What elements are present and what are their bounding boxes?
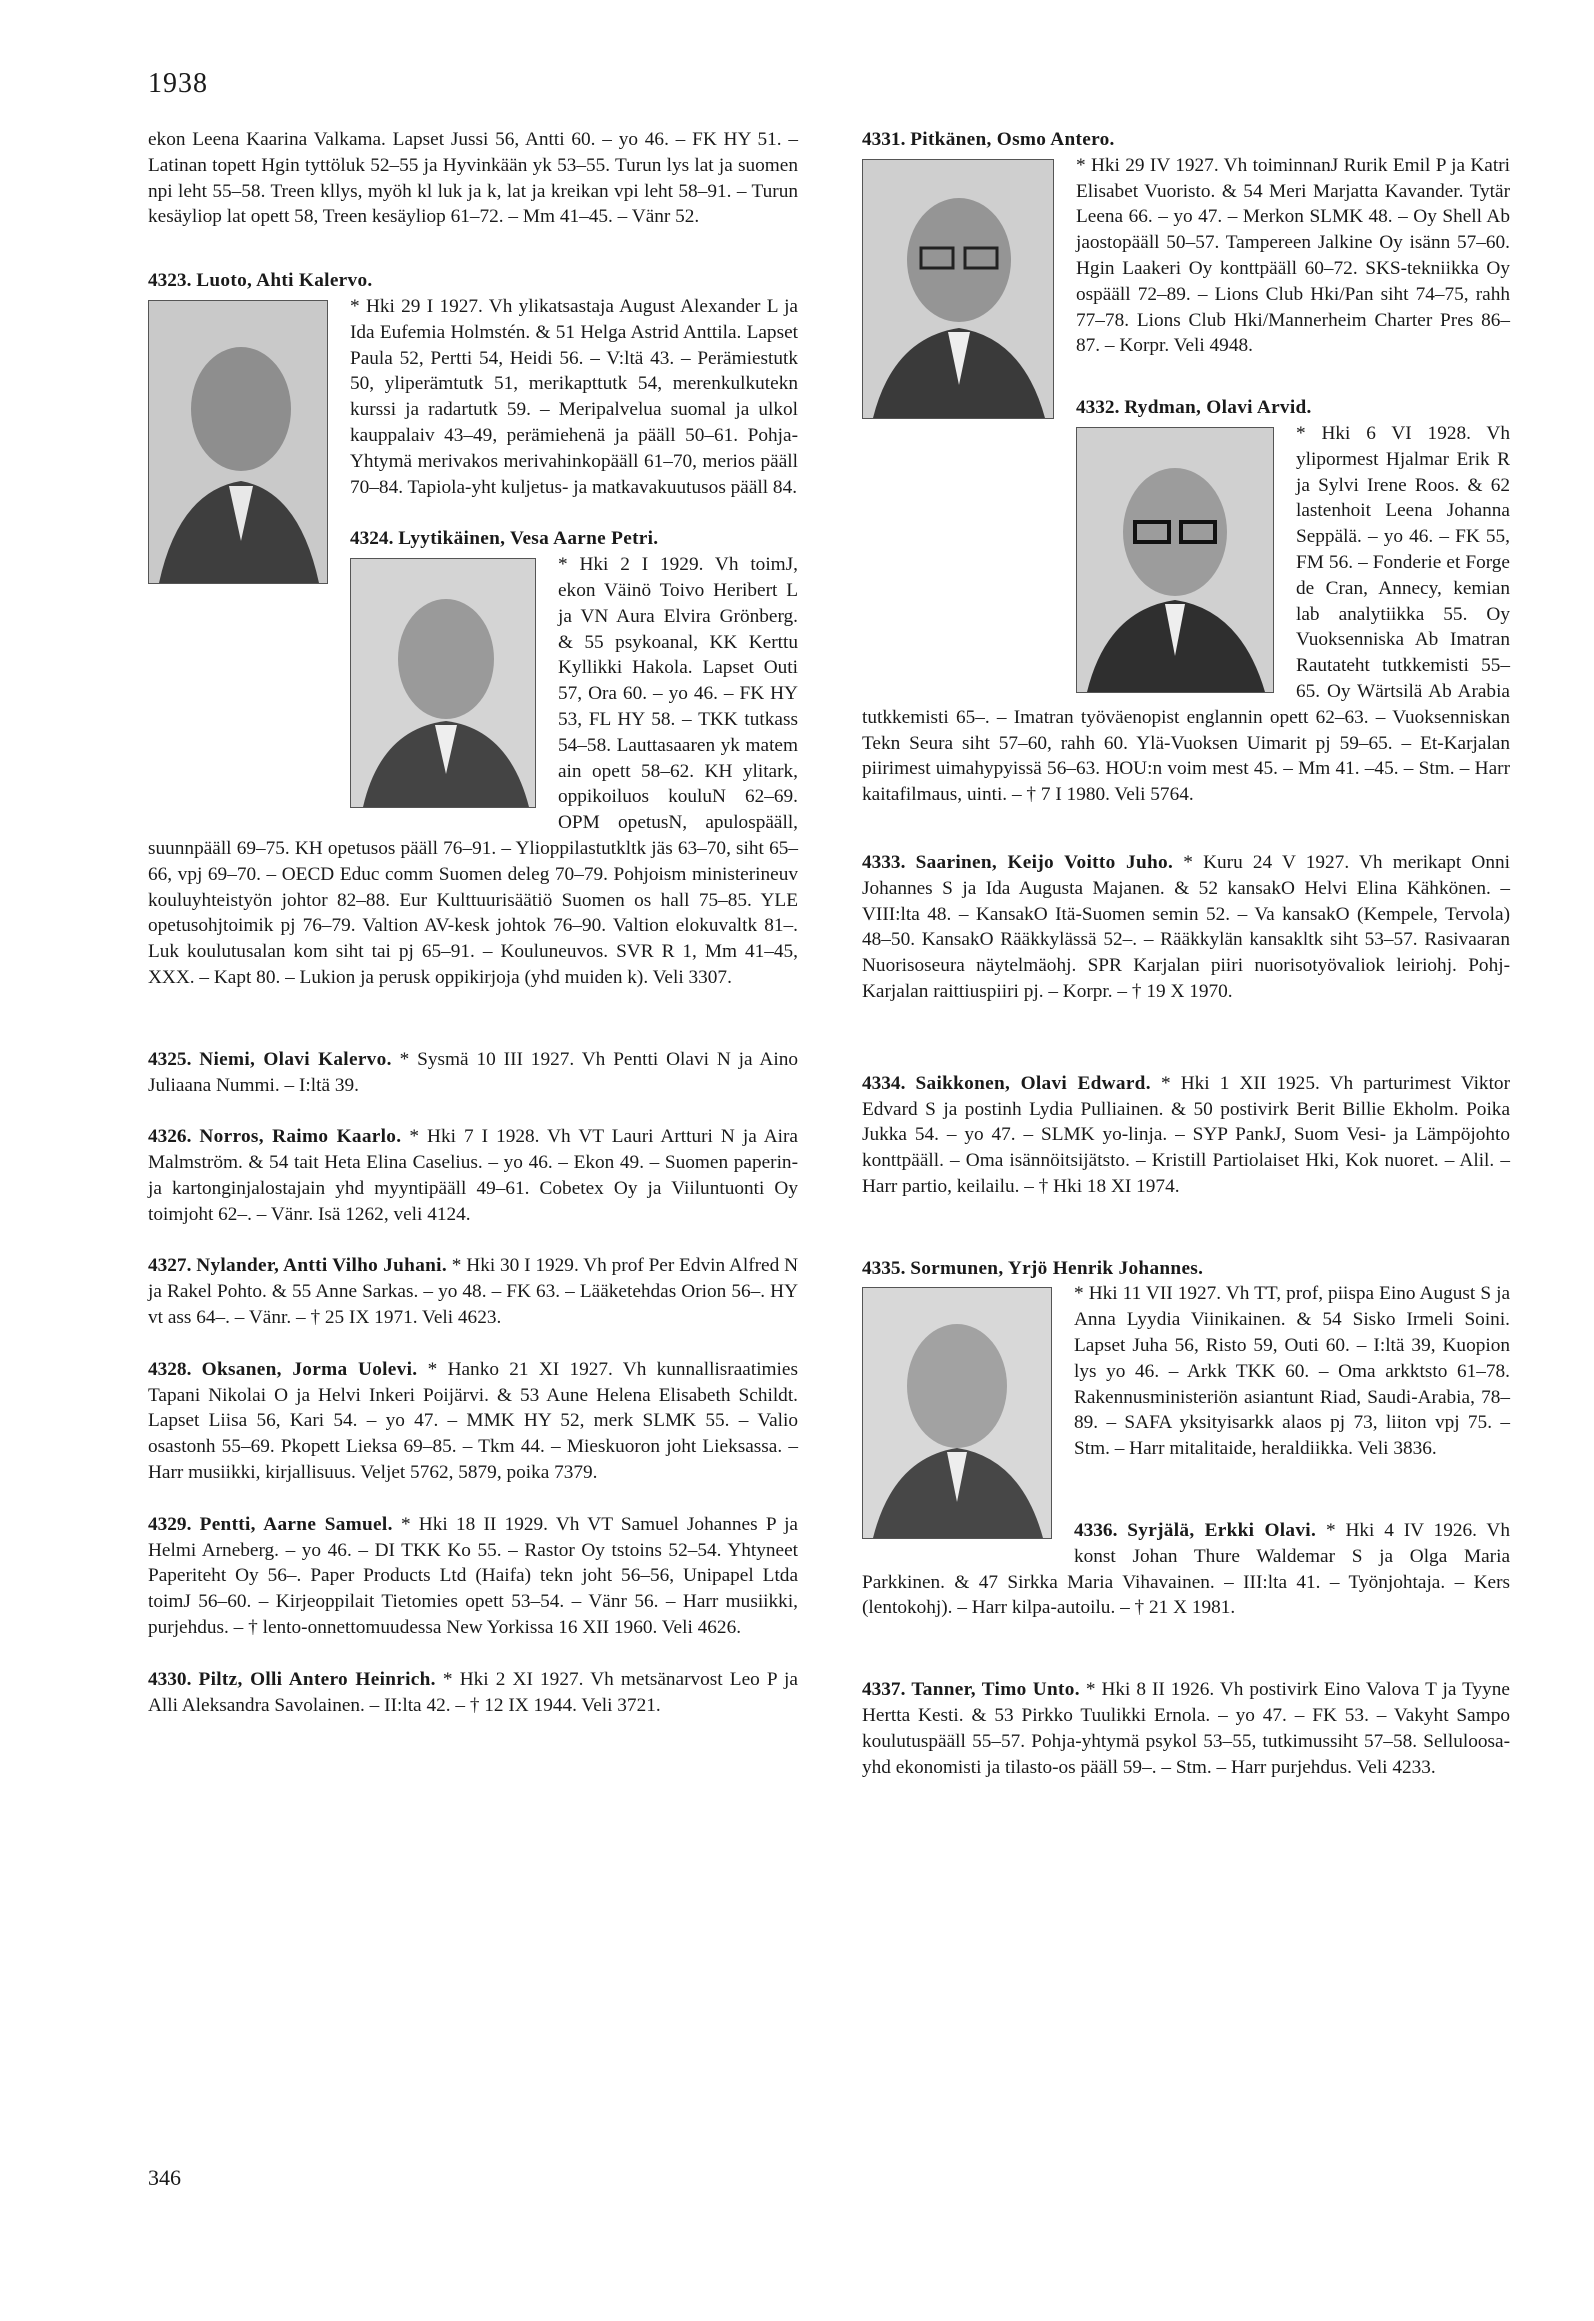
entry-name: Niemi, Olavi Kalervo. [199, 1048, 392, 1070]
entry-text: * Hki 11 VII 1927. Vh TT, prof, piispa Eino August S ja Anna Lyydia Viinikainen. & 54 Sisko Irmeli Soini. Lapset Juha 56, Risto 59, Outi 60. – I:ltä 39, Kuopion lys yo 46. – Arkk TKK 60. – Oma arkktsto 61–78. Rakennusministeriön asiantunt Riad, Saudi-Arabia, 78–89. – SAFA yksityisarkk alaos pj 73, liiton vpj 75. – Stm. – Harr mitalitaide, heraldiikka. Veli 3836. [1074, 1283, 1510, 1460]
entry-4324 [148, 526, 798, 990]
portrait-image [149, 301, 327, 583]
entry-4323 [148, 268, 798, 500]
left-column [148, 127, 798, 1718]
portrait-photo [148, 300, 328, 584]
entry-text: * Hki 2 XI 1927. Vh metsänarvost Leo P ja Alli Aleksandra Savolainen. – II:lta 42. – † 12 IX 1944. Veli 3721. [148, 1668, 798, 1716]
entry-4326 [148, 1124, 798, 1227]
entry-number: 4326. [148, 1126, 192, 1148]
entry-number: 4332. [1076, 397, 1120, 419]
entry-number: 4337. [862, 1679, 906, 1701]
portrait-image [863, 1288, 1051, 1538]
entry-name: Lyytikäinen, Vesa Aarne Petri. [398, 528, 659, 550]
entry-4327 [148, 1253, 798, 1330]
entry-text: * Hki 7 I 1928. Vh VT Lauri Artturi N ja Aira Malmström. & 54 tait Heta Elina Caselius. – yo 46. – Ekon 49. – Suomen paperin- ja kartonginjalostajain yhd myyntipääll 49–61. Cobetex Oy ja Viiluntuonti Oy toimjoht 62–. – Vänr. Isä 1262, veli 4124. [148, 1126, 798, 1225]
entry-name: Syrjälä, Erkki Olavi. [1127, 1520, 1317, 1542]
portrait-photo [862, 159, 1054, 419]
entry-text: * Hki 2 I 1929. Vh toimJ, ekon Väinö Toivo Heribert L ja VN Aura Elvira Grönberg. & 55 psykoanal, KK Kerttu Kyllikki Hakola. Lapset Outi 57, Ora 60. – yo 46. – FK HY 53, FL HY 58. – TKK tutkass 54–58. Lauttasaaren yk matem ain opett 58–62. KH ylitark, oppikoiluos kouluN 62–69. OPM opetusN, apulospääll, suunnpääll 69–75. KH opetusos pääll 76–91. – Ylioppilastutkltk jäs 63–70, siht 65–66, vpj 69–70. – OECD Educ comm Suomen deleg 70–79. Pohjoism ministerineuv kouluyhteistyön johtor 82–88. Eur Kulttuurisäätiö Suomen os hall 75–85. YLE opetusohjtoimik pj 76–79. Valtion AV-kesk johtok 76–90. Valtion elokuvaltk 81–. Luk koulutusalan kom siht tai pj 65–91. – Kouluneuvos. SVR R 1, Mm 41–45, XXX. – Kapt 80. – Lukion ja perusk oppikirjoja (yhd muiden k). Veli 3307. [148, 554, 798, 988]
entry-name: Pitkänen, Osmo Antero. [910, 129, 1115, 150]
entry-text: * Sysmä 10 III 1927. Vh Pentti Olavi N ja Aino Juliaana Nummi. – I:ltä 39. [148, 1048, 798, 1096]
entry-text: * Hki 29 I 1927. Vh ylikatsastaja August Alexander L ja Ida Eufemia Holmstén. & 51 Helga Astrid Anttila. Lapset Paula 52, Pertti 54, Heidi 56. – V:ltä 43. – Perämiestutk 50, yliperämtutk 51, merikapttutk 54, merenkulkutekn kurssi ja radartutk 59. – Meripalvelua suomal ja ulkol kauppalaiv 43–49, perämiehenä ja pääll 50–61. Pohja-Yhtymä merivakos merivahinkopääll 61–70, merios pääll 70–84. Tapiola-yht kuljetus- ja matkavakuutusos pääll 84. [350, 295, 798, 498]
entry-name: Piltz, Olli Antero Heinrich. [198, 1668, 436, 1690]
portrait-image [351, 559, 535, 807]
entry-text: * Hki 29 IV 1927. Vh toiminnanJ Rurik Emil P ja Katri Elisabet Vuoristo. & 54 Meri Marjatta Kavander. Tytär Leena 66. – yo 47. – Merkon SLMK 48. – Oy Shell Ab jaostopääll 50–57. Tampereen Jalkine Oy isänn 57–60. Hgin Laakeri Oy konttpääll 60–72. SKS-tekniikka Oy ospääll 72–89. – Lions Club Hki/Pan siht 74–75, rahh 77–78. Lions Club Hki/Mannerheim Charter Pres 86–87. – Korpr. Veli 4948. [1076, 154, 1510, 357]
entry-name: Nylander, Antti Vilho Juhani. [196, 1255, 447, 1277]
entry-4332 [862, 395, 1510, 808]
entry-name: Sormunen, Yrjö Henrik Johannes. [910, 1257, 1204, 1279]
entry-number: 4325. [148, 1048, 192, 1070]
portrait-image [1077, 428, 1273, 692]
portrait-photo [1076, 427, 1274, 693]
entry-number: 4336. [1074, 1520, 1118, 1542]
entry-4330 [148, 1667, 798, 1719]
entry-text: * Hki 4 IV 1926. Vh konst Johan Thure Waldemar S ja Olga Maria Parkkinen. & 47 Sirkka Maria Vihavainen. – III:lta 41. – Työnjohtaja. – Kers (lentokohj). – Harr kilpa-autoilu. – † 21 X 1981. [862, 1520, 1511, 1619]
page-number: 346 [148, 2165, 181, 2190]
entry-4331 [862, 127, 1510, 359]
entry-name: Pentti, Aarne Samuel. [199, 1513, 393, 1535]
entry-number: 4327. [148, 1255, 192, 1277]
entry-name: Saarinen, Keijo Voitto Juho. [915, 851, 1174, 873]
entry-text: * Hki 8 II 1926. Vh postivirk Eino Valova T ja Tyyne Hertta Kesti. & 53 Pirkko Tuulikki Ernola. – yo 47. – FK 53. – Vakyht Sampo koulutuspääll 55–57. Pohja-yhtymä psykol 53–55, tutkimussiht 57–58. Selluloosa-yhd ekonomisti ja tilasto-os pääll 59–. – Stm. – Harr purjehdus. Veli 4233. [862, 1679, 1510, 1778]
entry-4334 [862, 1071, 1510, 1200]
entry-number: 4329. [148, 1513, 192, 1535]
entry-text: * Hki 18 II 1929. Vh VT Samuel Johannes P ja Helmi Arneberg. – yo 46. – DI TKK Ko 55. – Rastor Oy tstoins 52–54. Yhtyneet Paperiteht Oy 56–. Paper Products Ltd (Haifa) tekn joht 56–56, Unipapel Ltda toimJ 56–60. – Kirjeoppilait Tietomies opett 53–54. – Vänr 56. – Harr musiikki, purjehdus. – † lento-onnettomuudessa New Yorkissa 16 XII 1960. Veli 4626. [148, 1513, 798, 1639]
continued-entry-text: ekon Leena Kaarina Valkama. Lapset Jussi 56, Antti 60. – yo 46. – FK HY 51. – Latinan topett Hgin tyttöluk 52–55 ja Hyvinkään yk 53–55. Turun lys lat ja suomen npi leht 55–58. Treen kllys, myöh kl luk ja k, lat ja kreikan vpi leht 58–91. – Turun kesäyliop lat opett 58, Treen kesäyliop 61–72. – Mm 41–45. – Vänr 52. [148, 129, 798, 228]
entry-4333 [862, 850, 1510, 1005]
right-column [862, 127, 1510, 1780]
entry-number: 4331. [862, 129, 906, 150]
portrait-photo [350, 558, 536, 808]
entry-name: Tanner, Timo Unto. [911, 1679, 1080, 1701]
entry-number: 4330. [148, 1668, 192, 1690]
page-year: 1938 [148, 68, 208, 99]
entry-number: 4328. [148, 1358, 192, 1380]
entry-4329 [148, 1512, 798, 1641]
entry-4335 [862, 1256, 1510, 1462]
portrait-photo [862, 1287, 1052, 1539]
portrait-image [863, 160, 1053, 418]
entry-number: 4335. [862, 1257, 906, 1279]
entry-name: Rydman, Olavi Arvid. [1124, 397, 1312, 419]
entry-number: 4334. [862, 1072, 906, 1094]
entry-number: 4323. [148, 270, 192, 292]
entry-4325 [148, 1047, 798, 1099]
entry-name: Oksanen, Jorma Uolevi. [201, 1358, 418, 1380]
entry-4337 [862, 1677, 1510, 1780]
entry-number: 4324. [350, 528, 394, 550]
entry-name: Luoto, Ahti Kalervo. [196, 270, 373, 292]
entry-4328 [148, 1357, 798, 1486]
entry-text: * Hanko 21 XI 1927. Vh kunnallisraatimies Tapani Nikolai O ja Helvi Inkeri Poijärvi. & 53 Aune Helena Elisabeth Schildt. Lapset Liisa 56, Kari 54. – yo 47. – MMK HY 52, merk SLMK 55. – Valio osastonh 55–69. Pkopett Lieksa 69–85. – Tkm 44. – Mieskuoron joht Lieksassa. – Harr musiikki, kirjallisuus. Veljet 5762, 5879, poika 7379. [148, 1358, 798, 1484]
entry-text: * Kuru 24 V 1927. Vh merikapt Onni Johannes S ja Ida Augusta Majanen. & 52 kansakO Helvi Elina Kähkönen. – VIII:lta 48. – KansakO Itä-Suomen semin 52. – Va kansakO (Kempele, Tervola) 48–50. KansakO Rääkkylässä 52–. – Rääkkylän kansakltk siht 53–57. Rasivaaran Nuorisoseura näytelmäohj. SPR Karjalan piiri nuorisotyövaliok leiriohj. Pohj-Karjalan raittiuspiiri pj. – Korpr. – † 19 X 1970. [862, 851, 1510, 1002]
entry-name: Norros, Raimo Kaarlo. [199, 1126, 402, 1148]
entry-text: * Hki 30 I 1929. Vh prof Per Edvin Alfred N ja Rakel Pohto. & 55 Anne Sarkas. – yo 48. – FK 63. – Lääketehdas Orion 56–. HY vt ass 64–. – Vänr. – † 25 IX 1971. Veli 4623. [148, 1255, 799, 1329]
entry-text: * Hki 6 VI 1928. Vh ylipormest Hjalmar Erik R ja Sylvi Irene Roos. & 62 lastenhoit Leena Johanna Seppälä. – yo 46. – FK 55, FM 56. – Fonderie et Forge de Cran, Annecy, kemian lab analytiikka 55. Oy Vuoksenniska Ab Imatran Rautateht tutkkemisti 55–65. Oy Wärtsilä Ab Arabia tutkkemisti 65–. – Imatran työväenopist englannin opett 62–63. – Vuoksenniskan Tekn Seura siht 57–60, rahh 60. Ylä-Vuoksen Uimarit pj 59–65. – Et-Karjalan piirimest uimahypyissä 56–63. HOU:n voim mest 45. – Mm 41. –45. – Stm. – Harr kaitafilmaus, uinti. – † 7 I 1980. Veli 5764. [862, 422, 1510, 806]
entry-number: 4333. [862, 851, 906, 873]
entry-text: * Hki 1 XII 1925. Vh parturimest Viktor Edvard S ja postinh Lydia Pulliainen. & 50 postivirk Berit Billie Ekholm. Poika Jukka 54. – yo 47. – SLMK yo-linja. – SYP PankJ, Suom Vesi- ja Lämpöjohto konttpääll. – Oma isännöitsijätsto. – Kristill Partiolaiset Hki, Kok nuoret. – Alil. – Harr partio, keilailu. – † Hki 18 XI 1974. [862, 1072, 1510, 1197]
entry-name: Saikkonen, Olavi Edward. [915, 1072, 1151, 1094]
